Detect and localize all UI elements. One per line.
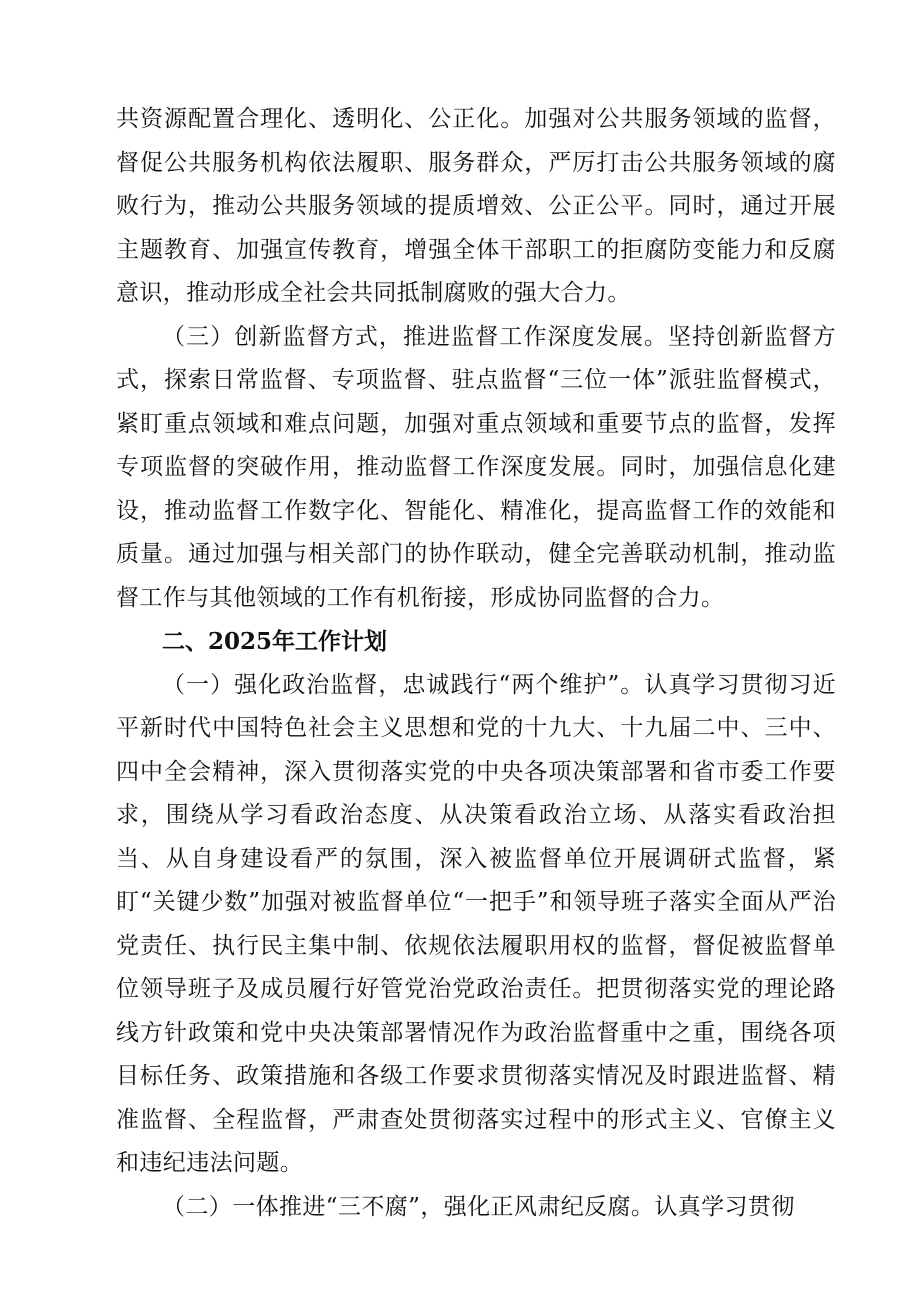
section-heading-work-plan: 二、2025年工作计划 <box>162 628 388 655</box>
paragraph-three-no-corruption: （二）一体推进“三不腐”，强化正风肃纪反腐。认真学习贯彻 <box>162 1193 795 1220</box>
document-body <box>116 98 836 1229</box>
paragraph-public-resources: 共资源配置合理化、透明化、公正化。加强对公共服务领域的监督，督促公共服务机构依法履职、服务群众，严厉打击公共服务领域的腐败行为，推动公共服务领域的提质增效、公正公平。同时，通过开展主题教育、加强宣传教育，增强全体干部职工的拒腐防变能力和反腐意识，推动形成全社会共同抵制腐败的强大合力。 <box>116 106 836 306</box>
paragraph-innovate-supervision: （三）创新监督方式，推进监督工作深度发展。坚持创新监督方式，探索日常监督、专项监督、驻点监督“三位一体”派驻监督模式，紧盯重点领域和难点问题，加强对重点领域和重要节点的监督，发挥专项监督的突破作用，推动监督工作深度发展。同时，加强信息化建设，推动监督工作数字化、智能化、精准化，提高监督工作的效能和质量。通过加强与相关部门的协作联动，健全完善联动机制，推动监督工作与其他领域的工作有机衔接，形成协同监督的合力。 <box>116 323 836 611</box>
paragraph-political-supervision: （一）强化政治监督，忠诚践行“两个维护”。认真学习贯彻习近平新时代中国特色社会主义思想和党的十九大、十九届二中、三中、四中全会精神，深入贯彻落实党的中央各项决策部署和省市委工作要求，围绕从学习看政治态度、从决策看政治立场、从落实看政治担当、从自身建设看严的氛围，深入被监督单位开展调研式监督，紧盯“关键少数”加强对被监督单位“一把手”和领导班子落实全面从严治党责任、执行民主集中制、依规依法履职用权的监督，督促被监督单位领导班子及成员履行好管党治党政治责任。把贯彻落实党的理论路线方针政策和党中央决策部署情况作为政治监督重中之重，围绕各项目标任务、政策措施和各级工作要求贯彻落实情况及时跟进监督、精准监督、全程监督，严肃查处贯彻落实过程中的形式主义、官僚主义和违纪违法问题。 <box>116 671 836 1176</box>
